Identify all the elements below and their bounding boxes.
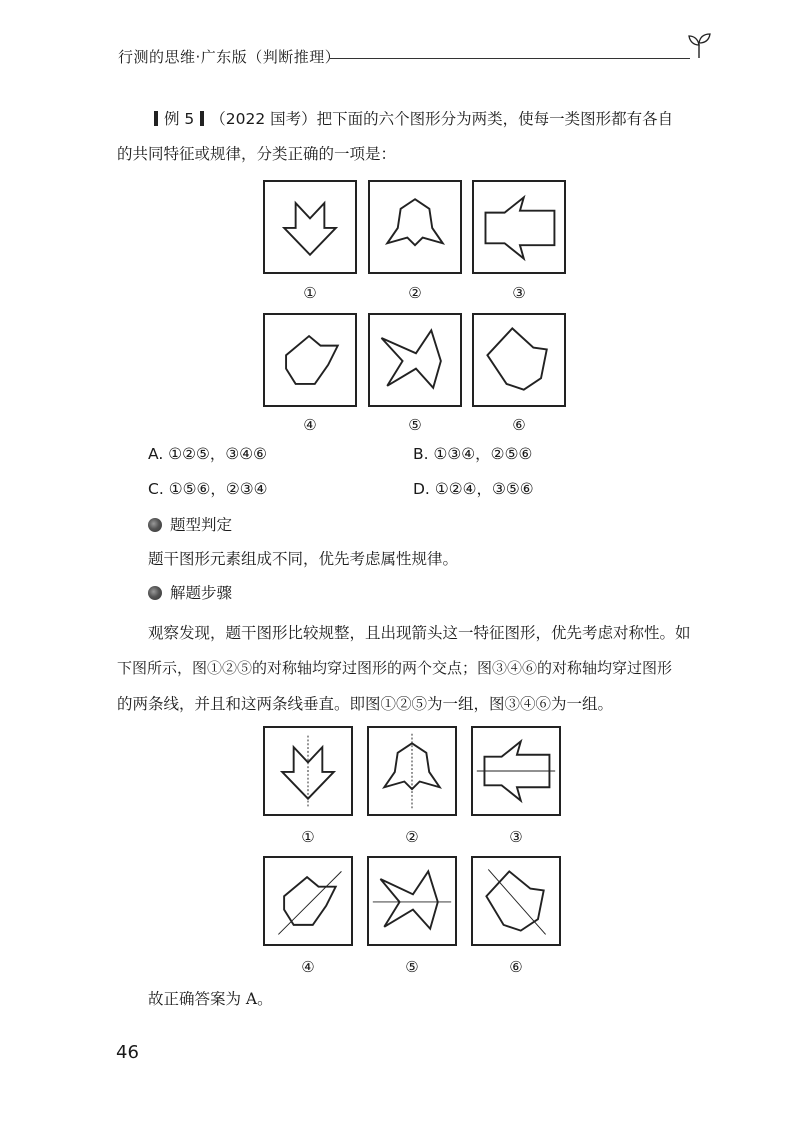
axis-figure-label-4: ④ — [301, 958, 315, 976]
page-number: 46 — [116, 1042, 139, 1063]
axis-figure-label-1: ① — [301, 828, 315, 846]
figure-label-4: ④ — [303, 416, 317, 434]
figure-label-1: ① — [303, 284, 317, 302]
sprout-icon — [686, 30, 712, 60]
question-line-1 — [148, 111, 673, 128]
running-header: 行测的思维·广东版（判断推理） — [118, 48, 341, 66]
figure-label-2: ② — [408, 284, 422, 302]
section-badge-icon — [148, 518, 162, 532]
figure-3 — [472, 180, 566, 274]
figure-4 — [263, 313, 357, 407]
figure-label-5: ⑤ — [408, 416, 422, 434]
figure-5 — [368, 313, 462, 407]
question-source: （2022 国考） — [210, 110, 317, 128]
option-a-text: ①②⑤，③④⑥ — [168, 445, 268, 463]
option-d-text: ①②④，③⑤⑥ — [434, 480, 534, 498]
axis-figure-6-shape — [486, 871, 543, 930]
option-c-letter: C. — [148, 480, 164, 498]
option-a[interactable] — [148, 447, 267, 463]
axis-figure-3 — [471, 726, 561, 816]
figure-3-tabbed-rect — [485, 197, 554, 258]
figure-label-6: ⑥ — [512, 416, 526, 434]
symmetry-axis — [488, 869, 545, 934]
axis-figure-1 — [263, 726, 353, 816]
figure-4-shape — [286, 336, 338, 384]
section-2-line-1: 观察发现，题干图形比较规整，且出现箭头这一特征图形，优先考虑对称性。如 — [148, 624, 691, 642]
section-1-title: 题型判定 — [170, 516, 233, 534]
tag-bracket-right — [200, 111, 204, 126]
figure-6 — [472, 313, 566, 407]
figure-6-shape — [487, 328, 546, 389]
header-rule — [330, 58, 690, 59]
option-c-text: ①⑤⑥，②③④ — [168, 480, 268, 498]
option-b[interactable] — [413, 447, 532, 463]
axis-figure-6 — [471, 856, 561, 946]
axis-figure-5-cross — [380, 871, 437, 928]
option-b-letter: B. — [413, 445, 429, 463]
axis-figure-label-5: ⑤ — [405, 958, 419, 976]
section-2-title: 解题步骤 — [170, 584, 233, 602]
figure-label-3: ③ — [512, 284, 526, 302]
section-2-line-2: 下图所示，图①②⑤的对称轴均穿过图形的两个交点；图③④⑥的对称轴均穿过图形 — [117, 659, 673, 677]
figure-5-cross — [381, 330, 440, 387]
answer-text: 故正确答案为 A。 — [148, 990, 273, 1008]
axis-figure-label-6: ⑥ — [509, 958, 523, 976]
question-text-2: 的共同特征或规律，分类正确的一项是： — [117, 145, 397, 163]
option-b-text: ①③④，②⑤⑥ — [433, 445, 533, 463]
option-d[interactable] — [413, 482, 534, 498]
option-d-letter: D. — [413, 480, 430, 498]
option-a-letter: A. — [148, 445, 164, 463]
figure-1-arrow — [284, 203, 336, 255]
option-c[interactable] — [148, 482, 268, 498]
axis-figure-2 — [367, 726, 457, 816]
axis-figure-5 — [367, 856, 457, 946]
figure-2 — [368, 180, 462, 274]
example-tag: 例 5 — [164, 110, 195, 128]
section-badge-icon — [148, 586, 162, 600]
figure-1 — [263, 180, 357, 274]
figure-2-bell — [387, 199, 443, 245]
section-heading-type — [148, 518, 232, 534]
axis-figure-4 — [263, 856, 353, 946]
question-text-1: 把下面的六个图形分为两类，使每一类图形都有各自 — [316, 110, 674, 128]
axis-figure-label-2: ② — [405, 828, 419, 846]
section-1-body: 题干图形元素组成不同，优先考虑属性规律。 — [148, 550, 459, 568]
section-2-line-3: 的两条线，并且和这两条线垂直。即图①②⑤为一组，图③④⑥为一组。 — [117, 695, 614, 713]
tag-bracket-left — [154, 111, 158, 126]
axis-figure-label-3: ③ — [509, 828, 523, 846]
section-heading-steps — [148, 586, 232, 602]
